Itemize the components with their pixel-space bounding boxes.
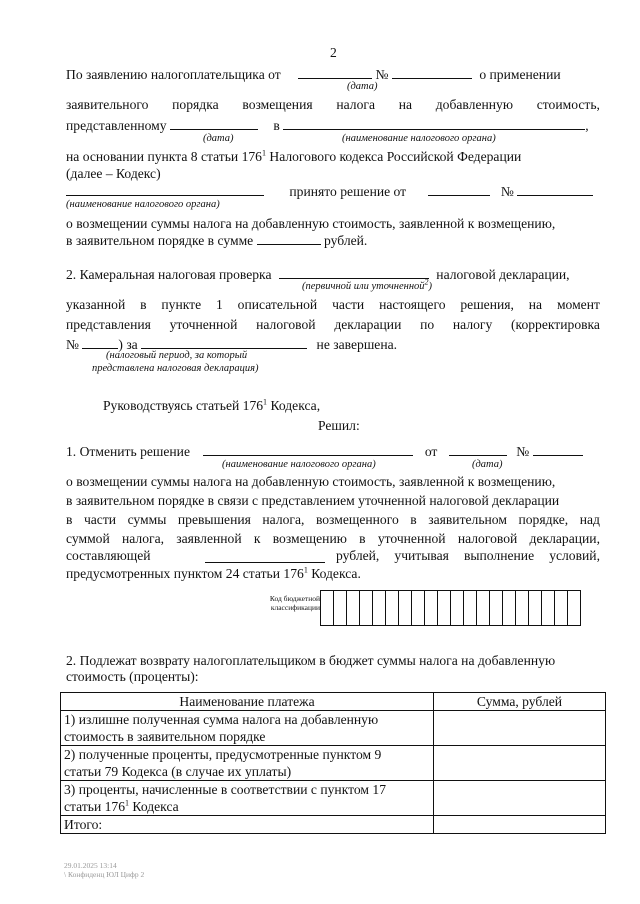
table-header-row <box>61 693 606 711</box>
kbk-cell[interactable] <box>373 591 386 625</box>
payment-table <box>60 692 606 834</box>
date-blank <box>298 64 372 79</box>
amount-cell[interactable] <box>434 711 606 746</box>
amount-blank <box>257 230 321 245</box>
kbk-cell[interactable] <box>451 591 464 625</box>
date-blank <box>428 181 490 196</box>
number-blank <box>392 64 472 79</box>
kbk-label: Код бюджетной классификации <box>269 594 320 612</box>
kbk-cell[interactable] <box>490 591 503 625</box>
kbk-code-grid[interactable] <box>320 590 581 626</box>
caption-tax-authority: (наименование налогового органа) <box>222 459 376 470</box>
d1-line1: 1. Отменить решение от № <box>66 441 583 462</box>
tax-authority-blank <box>203 441 413 456</box>
payment-name-cell: 1) излишне полученная сумма налога на добавленную стоимость в заявительном порядке <box>61 711 434 746</box>
caption-date: (дата) <box>472 459 503 470</box>
kbk-cell[interactable] <box>568 591 580 625</box>
kbk-cell[interactable] <box>555 591 568 625</box>
kbk-cell[interactable] <box>321 591 334 625</box>
p1-line2: заявительного порядка возмещения налога на добавленную стоимость, <box>66 97 600 112</box>
p1-line1: По заявлению налогоплательщика от № о применении <box>66 64 561 85</box>
tax-period-blank <box>141 334 307 349</box>
total-amount-cell[interactable] <box>434 816 606 834</box>
d1-line4: в части суммы превышения налога, возмещенного в заявительном порядке, над <box>66 512 600 527</box>
p1-line4: на основании пункта 8 статьи $176^1$ Налогового кодекса Российской Федерации <box>66 148 522 164</box>
date-blank <box>170 115 258 130</box>
caption-date: (дата) <box>203 133 234 144</box>
kbk-cell[interactable] <box>412 591 425 625</box>
caption-declaration-type: (первичной или уточненной$^2$) <box>302 277 433 292</box>
kbk-cell[interactable] <box>360 591 373 625</box>
payment-name-cell: 3) проценты, начисленные в соответствии с пунктом 17 статьи $176^1$ Кодекса <box>61 781 434 816</box>
correction-number-blank <box>82 334 118 349</box>
amount-cell[interactable] <box>434 746 606 781</box>
caption-tax-authority: (наименование налогового органа) <box>66 199 220 210</box>
kbk-cell[interactable] <box>399 591 412 625</box>
d1-line6: рублей, учитывая выполнение условий, <box>336 548 600 563</box>
tax-authority-blank <box>66 181 264 196</box>
d1-line7: предусмотренных пунктом 24 статьи $176^1$ Кодекса. <box>66 565 361 581</box>
d1-line3: в заявительном порядке в связи с представлением уточненной налоговой декларации <box>66 493 560 508</box>
p2-line4: № ) за не завершена. <box>66 334 397 355</box>
kbk-cell[interactable] <box>542 591 555 625</box>
kbk-cell[interactable] <box>386 591 399 625</box>
footer-stamp: 29.01.2025 13:14 \ Конфиденц ЮЛ Цифр 2 <box>64 861 145 879</box>
kbk-cell[interactable] <box>516 591 529 625</box>
table-row <box>61 781 606 816</box>
caption-date: (дата) <box>347 81 378 92</box>
amount-blank <box>205 548 325 563</box>
caption-tax-period: (налоговый период, за который <box>106 350 248 361</box>
kbk-cell[interactable] <box>477 591 490 625</box>
kbk-cell[interactable] <box>334 591 347 625</box>
caption-tax-period: представлена налоговая декларация) <box>92 363 259 374</box>
d1-line6-label: составляющей <box>66 548 151 563</box>
column-header: Сумма, рублей <box>434 693 606 711</box>
caption-tax-authority: (наименование налогового органа) <box>342 133 496 144</box>
kbk-cell[interactable] <box>503 591 516 625</box>
table-row <box>61 711 606 746</box>
d2-line1: 2. Подлежат возврату налогоплательщиком в бюджет суммы налога на добавленную <box>66 653 556 668</box>
total-label-cell: Итого: <box>61 816 434 834</box>
date-blank <box>449 441 507 456</box>
table-row <box>61 746 606 781</box>
kbk-cell[interactable] <box>529 591 542 625</box>
p2-line3: представления уточненной налоговой декларации по налогу (корректировка <box>66 317 600 332</box>
d1-line2: о возмещении суммы налога на добавленную стоимость, заявленной к возмещению, <box>66 474 556 489</box>
kbk-cell[interactable] <box>347 591 360 625</box>
page-number: 2 <box>330 45 337 60</box>
d2-line2: стоимость (проценты): <box>66 669 199 684</box>
p1-line3: представленному в , <box>66 115 589 136</box>
p1-line5: (далее – Кодекс) <box>66 166 161 181</box>
decided-heading: Решил: <box>318 418 360 433</box>
column-header: Наименование платежа <box>61 693 434 711</box>
tax-authority-blank <box>283 115 585 130</box>
payment-name-cell: 2) полученные проценты, предусмотренные пунктом 9 статьи 79 Кодекса (в случае их уплаты) <box>61 746 434 781</box>
p2-line2: указанной в пункте 1 описательной части настоящего решения, на момент <box>66 297 600 312</box>
kbk-cell[interactable] <box>464 591 477 625</box>
kbk-cell[interactable] <box>425 591 438 625</box>
table-row-total <box>61 816 606 834</box>
amount-cell[interactable] <box>434 781 606 816</box>
kbk-cell[interactable] <box>438 591 451 625</box>
number-blank <box>517 181 593 196</box>
p2-line1: 2. Камеральная налоговая проверка налоговой декларации, <box>66 264 570 285</box>
guided-by-line: Руководствуясь статьей $176^1$ Кодекса, <box>103 397 321 413</box>
number-blank <box>533 441 583 456</box>
d1-line5: суммой налога, заявленной к возмещению в уточненной налоговой декларации, <box>66 531 600 546</box>
p1-line8: в заявительном порядке в сумме рублей. <box>66 230 367 251</box>
p1-line6: принято решение от № <box>66 181 593 202</box>
declaration-type-blank <box>279 264 429 279</box>
p1-line7: о возмещении суммы налога на добавленную стоимость, заявленной к возмещению, <box>66 216 556 231</box>
